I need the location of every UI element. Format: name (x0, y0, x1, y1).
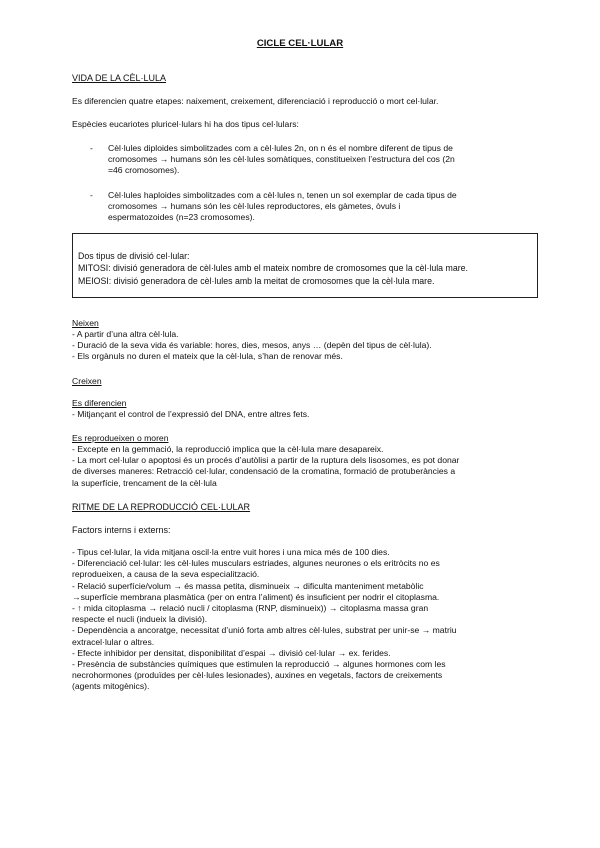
list-line: - A partir d’una altra cèl·lula. (72, 329, 179, 339)
neixen-list (72, 329, 432, 363)
list-item-diploid (90, 143, 455, 177)
subheading-diferencien: Es diferencien (72, 398, 127, 408)
section-heading-ritme: RITME DE LA REPRODUCCIÓ CEL·LULAR (72, 502, 251, 512)
list-line: - ↑ mida citoplasma → relació nucli / citoplasma (RNP, disminueix)) → citoplasma massa gran (72, 603, 429, 614)
list-line: =46 cromosomes). (108, 165, 180, 176)
list-dash: - (90, 143, 93, 153)
ritme-list (72, 547, 457, 693)
list-line: - Presència de substàncies químiques que estimulen la reproducció → algunes hormones com les (72, 659, 446, 670)
subheading-moren: Es reprodueixen o moren (72, 433, 169, 443)
list-line: espermatozoides (n=23 cromosomes). (108, 212, 255, 223)
list-line: de diverses maneres: Retracció cel·lular, condensació de la cromatina, formació de protuberàncies a (72, 466, 456, 477)
list-line: - Dependència a ancoratge, necessitat d’unió forta amb altres cèl·lules, substrat per unir-se → matriu (72, 625, 457, 636)
list-line: extracel·lular o altres. (72, 636, 155, 647)
page-title: CICLE CEL·LULAR (256, 38, 344, 49)
list-dash: - (90, 190, 93, 200)
list-line: - Tipus cel·lular, la vida mitjana oscil·la entre vuit hores i una mica més de 100 dies. (72, 547, 390, 557)
list-line: - Duració de la seva vida és variable: hores, dies, mesos, anys … (depèn del tipus de cèl·lula). (72, 340, 432, 351)
list-line: →superfície membrana plasmàtica (per on entra l’aliment) és insuficient per nodrir el citoplasma. (72, 591, 440, 602)
list-line: cromosomes → humans són les cèl·lules reproductores, els gàmetes, òvuls i (108, 201, 401, 212)
vida-intro: Es diferencien quatre etapes: naixement, creixement, diferenciació i reproducció o mort cel·lular. (72, 96, 439, 106)
list-line: Cèl·lules diploides simbolitzades com a cèl·lules 2n, on n és el nombre diferent de tipus de (108, 143, 453, 153)
list-line: respecte el nucli (indueix la divisió). (72, 614, 208, 625)
list-line: cromosomes → humans són les cèl·lules somàtiques, constitueixen l’estructura del cos (2n (108, 154, 455, 165)
list-line: Cèl·lules haploides simbolitzades com a cèl·lules n, tenen un sol exemplar de cada tipus de (108, 190, 457, 200)
list-line: reprodueixen, a causa de la seva especialització. (72, 569, 260, 580)
types-intro: Espècies eucariotes pluricel·lulars hi ha dos tipus cel·lulars: (72, 119, 299, 129)
list-line: - Efecte inhibidor per densitat, disponibilitat d’espai → divisió cel·lular → ex. ferides. (72, 647, 391, 658)
box-line-mitosi: MITOSI: divisió generadora de cèl·lules amb el mateix nombre de cromosomes que la cèl·lula mare. (78, 263, 469, 273)
diferencien-list (72, 409, 309, 420)
box-line-meiosi: MEIOSI: divisió generadora de cèl·lules amb la meitat de cromosomes que la cèl·lula mare. (78, 276, 435, 286)
section-heading-vida: VIDA DE LA CÈL·LULA (72, 73, 167, 83)
division-types-box (72, 233, 538, 298)
list-line: - Els orgànuls no duren el mateix que la cèl·lula, s’han de renovar més. (72, 351, 343, 362)
list-line: (agents mitogènics). (72, 681, 150, 692)
list-line: - La mort cel·lular o apoptosi és un procés d’autòlisi a partir de la ruptura dels lisosomes, es pot donar (72, 455, 460, 466)
list-line: - Relació superfície/volum → és massa petita, disminueix → dificulta manteniment metabòlic (72, 580, 424, 591)
moren-list (72, 444, 459, 489)
list-line: necrohormones (produïdes per cèl·lules lesionades), auxines en vegetals, factors de creixements (72, 670, 443, 681)
factors-label: Factors interns i externs: (72, 525, 171, 535)
list-item-haploid (90, 190, 457, 224)
list-line: - Mitjançant el control de l’expressió del DNA, entre altres fets. (72, 409, 310, 419)
subheading-neixen: Neixen (72, 318, 99, 328)
list-line: - Excepte en la gemmació, la reproducció implica que la cèl·lula mare desapareix. (72, 444, 384, 454)
subheading-creixen: Creixen (72, 376, 102, 386)
box-line: Dos tipus de divisió cel·lular: (78, 251, 190, 261)
list-line: la superfície, trencament de la cèl·lula (72, 477, 217, 488)
list-line: - Diferenciació cel·lular: les cèl·lules musculars estriades, algunes neurones o els eritròcits no es (72, 558, 440, 569)
